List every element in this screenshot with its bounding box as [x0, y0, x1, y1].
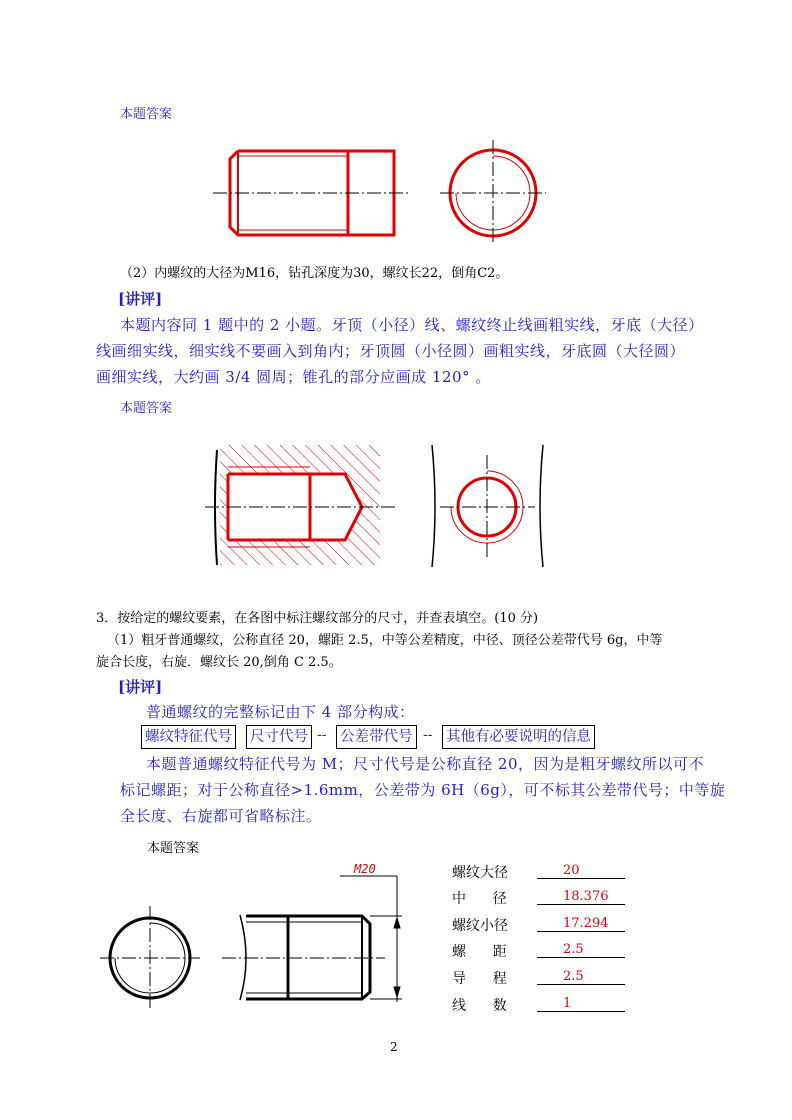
drawing-external-thread-end — [440, 140, 546, 244]
table-value: 17.294 — [537, 915, 625, 932]
drawing-internal-thread-end — [432, 445, 543, 567]
question-2-text: （2）内螺纹的大径为M16，钻孔深度为30，螺纹长22，倒角C2。 — [120, 266, 509, 281]
review-line: 画细实线，大约画 3/4 圆周；锥孔的部分应画成 120° 。 — [96, 368, 491, 386]
review-heading-2: [讲评] — [118, 290, 163, 308]
table-label: 导 程 — [452, 971, 507, 987]
question-3-sub: 旋合长度，右旋．螺纹长 20,倒角 C 2.5。 — [96, 655, 342, 670]
question-3-title: 3．按给定的螺纹要素，在各图中标注螺纹部分的尺寸，并查表填空。(10 分) — [96, 611, 539, 626]
table-label: 螺纹小径 — [452, 918, 508, 934]
review-line: 全长度、右旋都可省略标注。 — [120, 807, 322, 825]
table-value: 2.5 — [537, 941, 625, 958]
review-line: 线画细实线，细实线不要画入到角内；牙顶圆（小径圆）画粗实线，牙底圆（大径圆） — [96, 342, 686, 360]
table-label: 线 数 — [452, 998, 507, 1014]
drawing-internal-thread-section — [205, 445, 395, 565]
box-separator: -- — [317, 727, 327, 743]
review-heading-3: [讲评] — [118, 678, 163, 696]
review-line: 本题内容同 1 题中的 2 小题。牙顶（小径）线、螺纹终止线画粗实线，牙底（大径） — [120, 316, 704, 334]
box-separator: -- — [423, 727, 433, 743]
dimension-label: M20 — [354, 862, 376, 876]
answer-label-1: 本题答案 — [120, 107, 173, 122]
box-other-info: 其他有必要说明的信息 — [442, 725, 595, 749]
answer-label-3: 本题答案 — [147, 841, 200, 856]
box-feature-code: 螺纹特征代号 — [141, 725, 236, 749]
review-line: 标记螺距；对于公称直径>1.6mm，公差带为 6H（6g），可不标其公差带代号；中等旋 — [120, 781, 726, 799]
table-value: 1 — [537, 995, 625, 1012]
table-value: 20 — [537, 862, 625, 879]
table-value: 2.5 — [537, 968, 625, 985]
drawing-thread-answer-end — [100, 906, 200, 1010]
review-intro: 普通螺纹的完整标记由下 4 部分构成： — [146, 703, 415, 721]
question-3-sub: （1）粗牙普通螺纹，公称直径 20，螺距 2.5，中等公差精度，中径、顶径公差带代号 6g，中等 — [107, 633, 663, 648]
table-label: 中 径 — [452, 891, 507, 907]
drawing-thread-answer-side — [222, 876, 402, 1002]
review-line: 本题普通螺纹特征代号为 M；尺寸代号是公称直径 20，因为是粗牙螺纹所以可不 — [146, 755, 704, 773]
page-number: 2 — [390, 1040, 398, 1054]
table-label: 螺纹大径 — [452, 865, 508, 881]
table-label: 螺 距 — [452, 944, 507, 960]
table-value: 18.376 — [537, 888, 625, 905]
box-size-code: 尺寸代号 — [246, 725, 312, 749]
drawing-external-thread-side — [213, 151, 408, 235]
answer-label-2: 本题答案 — [120, 401, 173, 416]
box-tolerance-code: 公差带代号 — [336, 725, 417, 749]
